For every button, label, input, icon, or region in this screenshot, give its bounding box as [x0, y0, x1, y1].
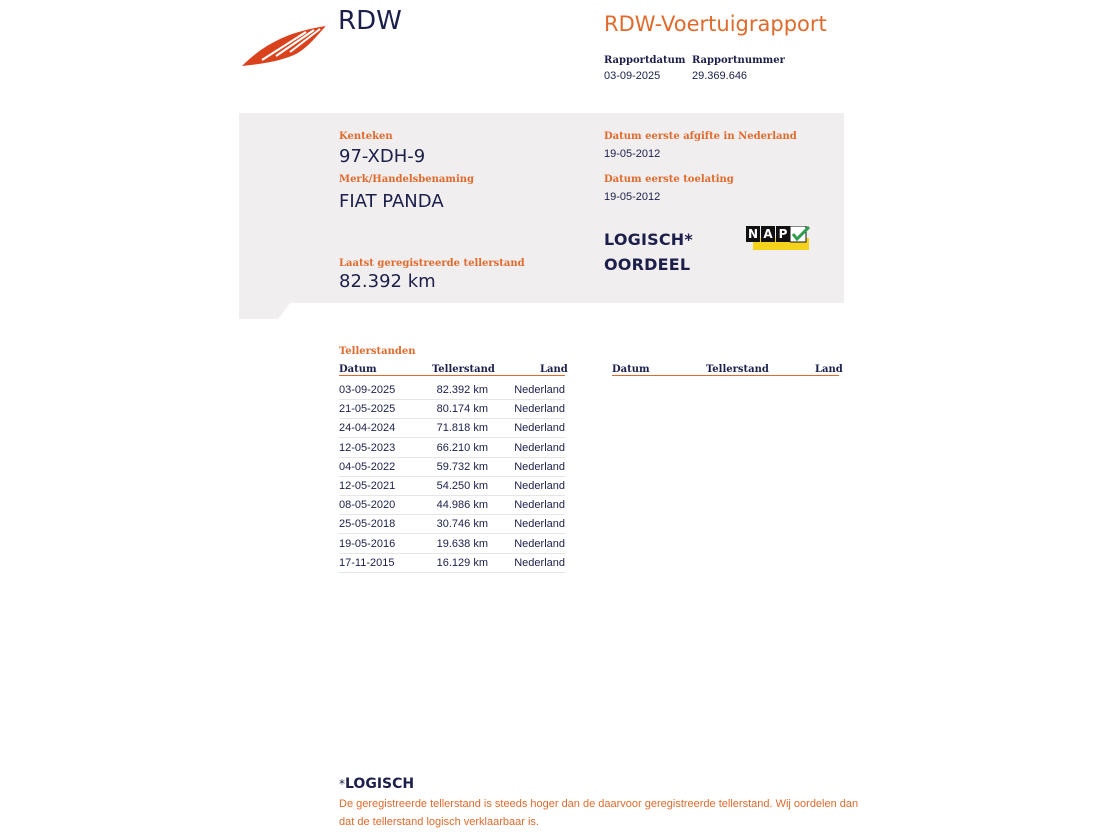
row-datum: 04-05-2022 — [339, 460, 396, 473]
rdw-logo-icon — [240, 20, 328, 70]
merk-value: FIAT PANDA — [339, 191, 444, 212]
nap-letter-a: A — [761, 226, 775, 242]
tellerstand-label: Laatst geregistreerde tellerstand — [339, 258, 525, 269]
toelating-value: 19-05-2012 — [604, 191, 661, 203]
row-tellerstand: 19.638 km — [436, 537, 488, 550]
row-tellerstand: 30.746 km — [436, 518, 488, 531]
row-datum: 08-05-2020 — [339, 499, 396, 512]
row-datum: 21-05-2025 — [339, 403, 396, 416]
tellerstanden-title: Tellerstanden — [339, 346, 416, 357]
row-tellerstand: 82.392 km — [436, 384, 488, 396]
col-land-header-right: Land — [815, 364, 843, 375]
row-tellerstand: 16.129 km — [436, 556, 488, 569]
oordeel-line2: OORDEEL — [604, 255, 691, 274]
merk-label: Merk/Handelsbenaming — [339, 174, 475, 185]
row-tellerstand: 44.986 km — [436, 499, 488, 512]
table-row — [339, 476, 565, 496]
oordeel-line1: LOGISCH* — [604, 230, 693, 249]
row-land: Nederland — [514, 384, 565, 396]
footnote-title-text: LOGISCH — [345, 776, 415, 792]
row-land: Nederland — [514, 460, 565, 473]
row-datum: 03-09-2025 — [339, 384, 396, 396]
row-datum: 24-04-2024 — [339, 422, 396, 435]
row-land: Nederland — [514, 499, 565, 512]
vehicle-panel-tab-slant — [278, 302, 291, 319]
table-header-rule-right — [612, 375, 839, 376]
afgifte-value: 19-05-2012 — [604, 148, 661, 160]
row-land: Nederland — [514, 537, 565, 550]
report-title: RDW-Voertuigrapport — [604, 12, 827, 36]
tellerstand-value: 82.392 km — [339, 271, 436, 292]
row-tellerstand: 71.818 km — [436, 422, 488, 435]
row-tellerstand: 66.210 km — [436, 441, 488, 454]
col-datum-header: Datum — [339, 364, 377, 375]
nap-badge — [746, 226, 810, 252]
row-land: Nederland — [514, 480, 565, 492]
row-datum: 12-05-2023 — [339, 441, 396, 454]
footnote-star: * — [339, 777, 345, 791]
col-datum-header-right: Datum — [612, 364, 650, 375]
table-row — [339, 457, 565, 477]
afgifte-label: Datum eerste afgifte in Nederland — [604, 131, 797, 142]
row-datum: 19-05-2016 — [339, 537, 396, 550]
footnote-title — [339, 776, 414, 792]
row-land: Nederland — [514, 518, 565, 531]
kenteken-label: Kenteken — [339, 131, 393, 142]
table-row — [339, 495, 565, 515]
table-row — [339, 380, 565, 400]
row-land: Nederland — [514, 403, 565, 416]
col-tellerstand-header: Tellerstand — [432, 364, 495, 375]
brand-name: RDW — [338, 6, 402, 36]
rapportnummer-label: Rapportnummer — [692, 55, 785, 66]
table-row — [339, 418, 565, 438]
nap-letter-n: N — [747, 227, 759, 241]
nap-letter-p: P — [776, 226, 790, 242]
row-tellerstand: 59.732 km — [436, 460, 488, 473]
table-row — [339, 514, 565, 534]
row-land: Nederland — [514, 422, 565, 435]
row-datum: 25-05-2018 — [339, 518, 396, 531]
col-tellerstand-header-right: Tellerstand — [706, 364, 769, 375]
rapportdatum-label: Rapportdatum — [604, 55, 686, 66]
row-land: Nederland — [514, 441, 565, 454]
row-datum: 17-11-2015 — [339, 556, 395, 569]
row-tellerstand: 54.250 km — [436, 480, 488, 492]
toelating-label: Datum eerste toelating — [604, 174, 734, 185]
kenteken-value: 97-XDH-9 — [339, 146, 426, 167]
vehicle-panel-tab — [239, 302, 278, 319]
table-header-rule — [339, 375, 565, 376]
row-land: Nederland — [514, 556, 565, 569]
rapportnummer-value: 29.369.646 — [692, 70, 748, 82]
row-datum: 12-05-2021 — [339, 480, 396, 492]
col-land-header: Land — [540, 364, 568, 375]
table-row — [339, 553, 565, 573]
table-row — [339, 438, 565, 458]
table-row — [339, 399, 565, 419]
table-row — [339, 534, 565, 554]
rapportdatum-value: 03-09-2025 — [604, 70, 661, 82]
row-tellerstand: 80.174 km — [436, 403, 488, 416]
check-icon — [790, 226, 810, 244]
footnote-text: De geregistreerde tellerstand is steeds hoger dan de daarvoor geregistreerde tellerstand. Wij oordelen dan dat de tellerstand logisch verklaarbaar is. — [339, 798, 859, 828]
